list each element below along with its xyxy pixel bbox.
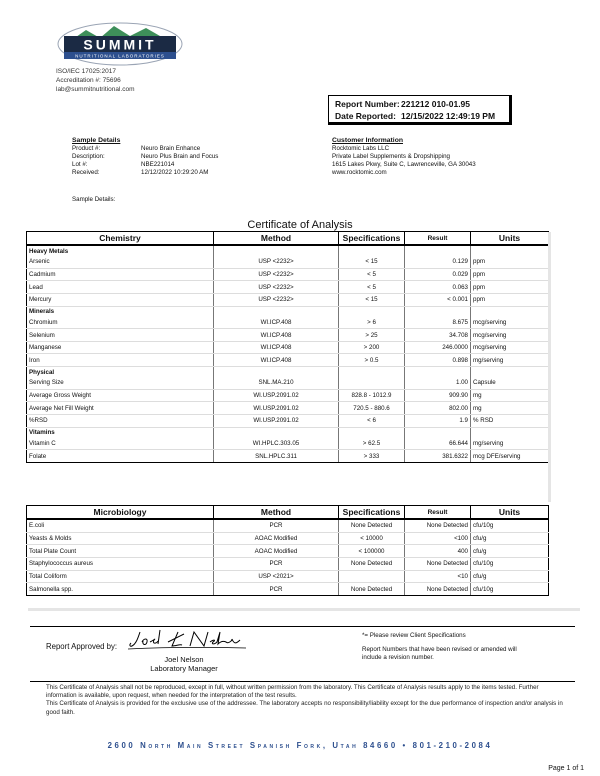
- signer-block: [125, 655, 243, 673]
- empty-cell: [471, 427, 549, 438]
- empty-cell: [339, 306, 405, 317]
- empty-cell: [405, 367, 471, 378]
- spec-cell: None Detected: [339, 519, 405, 532]
- analyte-name: Cadmium: [27, 268, 214, 281]
- summit-logo: [56, 22, 184, 66]
- method-cell: USP <2232>: [214, 293, 339, 306]
- lot-value: NBE221014: [141, 161, 175, 168]
- result-cell: 66.644: [405, 438, 471, 450]
- customer-line2: Private Label Supplements & Dropshipping: [332, 153, 450, 160]
- empty-cell: [339, 427, 405, 438]
- analyte-name: Mercury: [27, 293, 214, 306]
- result-header: Result: [405, 232, 471, 246]
- table-row: [27, 389, 549, 402]
- customer-web: www.rocktomic.com: [332, 169, 387, 176]
- method-header: Method: [214, 232, 339, 246]
- disclaimer-line2: This Certificate of Analysis is provided for the exclusive use of the addressee. The laboratory accepts no responsibility/liability except for the due performance of inspection and/or analysis in good faith.: [46, 700, 563, 716]
- spec-cell: > 333: [339, 450, 405, 463]
- units-cell: mcg/serving: [471, 329, 549, 342]
- signature-image: [128, 628, 246, 652]
- empty-cell: [405, 245, 471, 256]
- table-shadow-bottom: [28, 608, 580, 611]
- accreditation: Accreditation #: 75696: [56, 77, 121, 84]
- spec-cell: > 200: [339, 341, 405, 354]
- result-cell: <100: [405, 532, 471, 545]
- method-cell: WI.ICP.408: [214, 354, 339, 367]
- result-cell: <10: [405, 570, 471, 583]
- organism-name: Total Plate Count: [27, 545, 214, 558]
- units-cell: ppm: [471, 293, 549, 306]
- table-row: [27, 268, 549, 281]
- spec-cell: < 100000: [339, 545, 405, 558]
- group-name: Vitamins: [27, 427, 214, 438]
- empty-cell: [405, 427, 471, 438]
- result-cell: None Detected: [405, 557, 471, 570]
- spec-cell: [339, 377, 405, 389]
- microbiology-table: [26, 505, 549, 596]
- method-cell: USP <2021>: [214, 570, 339, 583]
- spec-cell: > 25: [339, 329, 405, 342]
- method-cell: USP <2232>: [214, 268, 339, 281]
- result-cell: 0.898: [405, 354, 471, 367]
- result-cell: 0.029: [405, 268, 471, 281]
- group-row: [27, 427, 549, 438]
- divider-top: [30, 626, 575, 627]
- method-header: Method: [214, 506, 339, 520]
- units-cell: mg/serving: [471, 354, 549, 367]
- empty-cell: [339, 245, 405, 256]
- chemistry-table: [26, 231, 549, 463]
- spec-cell: > 0.5: [339, 354, 405, 367]
- result-cell: 0.063: [405, 281, 471, 294]
- spec-cell: < 15: [339, 293, 405, 306]
- method-cell: USP <2232>: [214, 256, 339, 268]
- analyte-name: Average Net Fill Weight: [27, 402, 214, 415]
- disclaimer: [46, 684, 566, 717]
- table-row: [27, 317, 549, 329]
- table-row: [27, 570, 549, 583]
- organism-name: Salmonella spp.: [27, 583, 214, 596]
- result-cell: 381.6322: [405, 450, 471, 463]
- analyte-name: Iron: [27, 354, 214, 367]
- table-row: [27, 341, 549, 354]
- table-row: [27, 293, 549, 306]
- organism-name: E.coli: [27, 519, 214, 532]
- group-row: [27, 367, 549, 378]
- method-cell: WI.USP.2091.02: [214, 402, 339, 415]
- spec-header: Specifications: [339, 506, 405, 520]
- table-row: [27, 545, 549, 558]
- description-label: Description:: [72, 153, 105, 160]
- analyte-name: Average Gross Weight: [27, 389, 214, 402]
- spec-cell: None Detected: [339, 557, 405, 570]
- microbiology-header: Microbiology: [27, 506, 214, 520]
- table-row: [27, 377, 549, 389]
- spec-cell: [339, 570, 405, 583]
- result-cell: 1.00: [405, 377, 471, 389]
- result-cell: None Detected: [405, 583, 471, 596]
- result-cell: 8.675: [405, 317, 471, 329]
- result-cell: 909.90: [405, 389, 471, 402]
- units-cell: cfu/g: [471, 532, 549, 545]
- iso-standard: ISO/IEC 17025:2017: [56, 68, 116, 75]
- units-cell: ppm: [471, 256, 549, 268]
- units-cell: cfu/10g: [471, 557, 549, 570]
- revision-note: Report Numbers that have been revised or amended will include a revision number.: [362, 646, 517, 661]
- spec-cell: > 6: [339, 317, 405, 329]
- units-cell: mcg/serving: [471, 317, 549, 329]
- analyte-name: Lead: [27, 281, 214, 294]
- empty-cell: [471, 367, 549, 378]
- spec-cell: < 15: [339, 256, 405, 268]
- organism-name: Staphylococcus aureus: [27, 557, 214, 570]
- result-cell: 400: [405, 545, 471, 558]
- spec-cell: < 10000: [339, 532, 405, 545]
- table-row: [27, 450, 549, 463]
- empty-cell: [214, 306, 339, 317]
- analyte-name: Vitamin C: [27, 438, 214, 450]
- method-cell: USP <2232>: [214, 281, 339, 294]
- units-cell: cfu/10g: [471, 519, 549, 532]
- analyte-name: Arsenic: [27, 256, 214, 268]
- customer-info-title: Customer Information: [332, 137, 403, 144]
- units-cell: cfu/g: [471, 545, 549, 558]
- spec-cell: < 5: [339, 281, 405, 294]
- result-cell: < 0.001: [405, 293, 471, 306]
- spec-cell: < 5: [339, 268, 405, 281]
- units-cell: mg/serving: [471, 438, 549, 450]
- method-cell: AOAC Modified: [214, 545, 339, 558]
- analyte-name: Selenium: [27, 329, 214, 342]
- chemistry-header: Chemistry: [27, 232, 214, 246]
- sample-details-section: [72, 137, 218, 177]
- method-cell: SNL.HPLC.311: [214, 450, 339, 463]
- units-cell: mg: [471, 402, 549, 415]
- description-value: Neuro Plus Brain and Focus: [141, 153, 219, 160]
- result-cell: 802.00: [405, 402, 471, 415]
- method-cell: WI.USP.2091.02: [214, 389, 339, 402]
- group-row: [27, 245, 549, 256]
- method-cell: PCR: [214, 557, 339, 570]
- analyte-name: Serving Size: [27, 377, 214, 389]
- method-cell: WI.USP.2091.02: [214, 415, 339, 428]
- empty-cell: [214, 427, 339, 438]
- method-cell: PCR: [214, 519, 339, 532]
- table-row: [27, 438, 549, 450]
- table-row: [27, 519, 549, 532]
- customer-info-section: [332, 137, 476, 177]
- units-cell: ppm: [471, 268, 549, 281]
- table-row: [27, 256, 549, 268]
- analyte-name: Manganese: [27, 341, 214, 354]
- disclaimer-line1: This Certificate of Analysis shall not be reproduced, except in full, without written permission from the laboratory. This Certificate of Analysis results apply to the items tested. Further information is available, upon request, when needed for the interpretation of the test results.: [46, 684, 539, 700]
- divider-bottom: [30, 681, 575, 682]
- report-number-label: Report Number:: [335, 99, 400, 109]
- result-cell: 1.9: [405, 415, 471, 428]
- spec-cell: None Detected: [339, 583, 405, 596]
- received-label: Received:: [72, 169, 100, 176]
- page-number: Page 1 of 1: [548, 765, 584, 772]
- units-cell: cfu/10g: [471, 583, 549, 596]
- empty-cell: [214, 367, 339, 378]
- table-row: [27, 415, 549, 428]
- received-value: 12/12/2022 10:29:20 AM: [141, 169, 209, 176]
- method-cell: WI.ICP.408: [214, 317, 339, 329]
- empty-cell: [339, 367, 405, 378]
- spec-cell: < 6: [339, 415, 405, 428]
- units-cell: ppm: [471, 281, 549, 294]
- result-cell: 0.129: [405, 256, 471, 268]
- organism-name: Total Coliform: [27, 570, 214, 583]
- spec-cell: 828.8 - 1012.9: [339, 389, 405, 402]
- method-cell: SNL.MA.210: [214, 377, 339, 389]
- group-name: Heavy Metals: [27, 245, 214, 256]
- date-reported-label: Date Reported:: [335, 111, 396, 121]
- lab-address: 2600 North Main Street Spanish Fork, Utah 84660 • 801-210-2084: [107, 741, 493, 750]
- units-cell: % RSD: [471, 415, 549, 428]
- customer-name: Rocktomic Labs LLC: [332, 145, 390, 152]
- units-cell: mcg/serving: [471, 341, 549, 354]
- sample-details-title: Sample Details: [72, 137, 121, 144]
- table-row: [27, 329, 549, 342]
- analyte-name: Chromium: [27, 317, 214, 329]
- approved-by-label: Report Approved by:: [46, 642, 118, 651]
- method-cell: AOAC Modified: [214, 532, 339, 545]
- group-name: Minerals: [27, 306, 214, 317]
- table-row: [27, 354, 549, 367]
- method-cell: WI.ICP.408: [214, 341, 339, 354]
- units-header: Units: [471, 232, 549, 246]
- lot-label: Lot #:: [72, 161, 88, 168]
- group-row: [27, 306, 549, 317]
- table-row: [27, 583, 549, 596]
- spec-cell: 720.5 - 880.6: [339, 402, 405, 415]
- table-row: [27, 402, 549, 415]
- signer-title: Laboratory Manager: [150, 664, 218, 673]
- table-shadow: [548, 232, 551, 502]
- sample-details-label: Sample Details:: [72, 196, 116, 203]
- method-cell: WI.HPLC.303.05: [214, 438, 339, 450]
- result-cell: 34.708: [405, 329, 471, 342]
- organism-name: Yeasts & Molds: [27, 532, 214, 545]
- result-cell: 246.0000: [405, 341, 471, 354]
- empty-cell: [471, 306, 549, 317]
- method-cell: PCR: [214, 583, 339, 596]
- result-cell: None Detected: [405, 519, 471, 532]
- customer-address: 1615 Lakes Pkwy, Suite C, Lawrenceville, GA 30043: [332, 161, 476, 168]
- analyte-name: %RSD: [27, 415, 214, 428]
- group-name: Physical: [27, 367, 214, 378]
- units-cell: Capsule: [471, 377, 549, 389]
- logo-text: SUMMIT: [83, 36, 157, 53]
- table-row: [27, 532, 549, 545]
- spec-header: Specifications: [339, 232, 405, 246]
- table-row: [27, 281, 549, 294]
- client-spec-note: *= Please review Client Specifications: [362, 632, 466, 639]
- units-cell: cfu/g: [471, 570, 549, 583]
- table-row: [27, 557, 549, 570]
- empty-cell: [214, 245, 339, 256]
- units-cell: mcg DFE/serving: [471, 450, 549, 463]
- report-number-value: 221212 010-01.95: [401, 99, 471, 109]
- lab-email: lab@summitnutritional.com: [56, 86, 135, 93]
- date-reported-value: 12/15/2022 12:49:19 PM: [401, 111, 496, 121]
- result-header: Result: [405, 506, 471, 520]
- product-value: Neuro Brain Enhance: [141, 145, 201, 152]
- signer-name: Joel Nelson: [164, 655, 204, 664]
- empty-cell: [405, 306, 471, 317]
- method-cell: WI.ICP.408: [214, 329, 339, 342]
- spec-cell: > 62.5: [339, 438, 405, 450]
- empty-cell: [471, 245, 549, 256]
- product-label: Product #:: [72, 145, 101, 152]
- units-cell: mg: [471, 389, 549, 402]
- units-header: Units: [471, 506, 549, 520]
- coa-title: Certificate of Analysis: [247, 219, 353, 231]
- logo-subtext: NUTRITIONAL LABORATORIES: [75, 53, 165, 59]
- report-info-box: [328, 95, 512, 125]
- analyte-name: Folate: [27, 450, 214, 463]
